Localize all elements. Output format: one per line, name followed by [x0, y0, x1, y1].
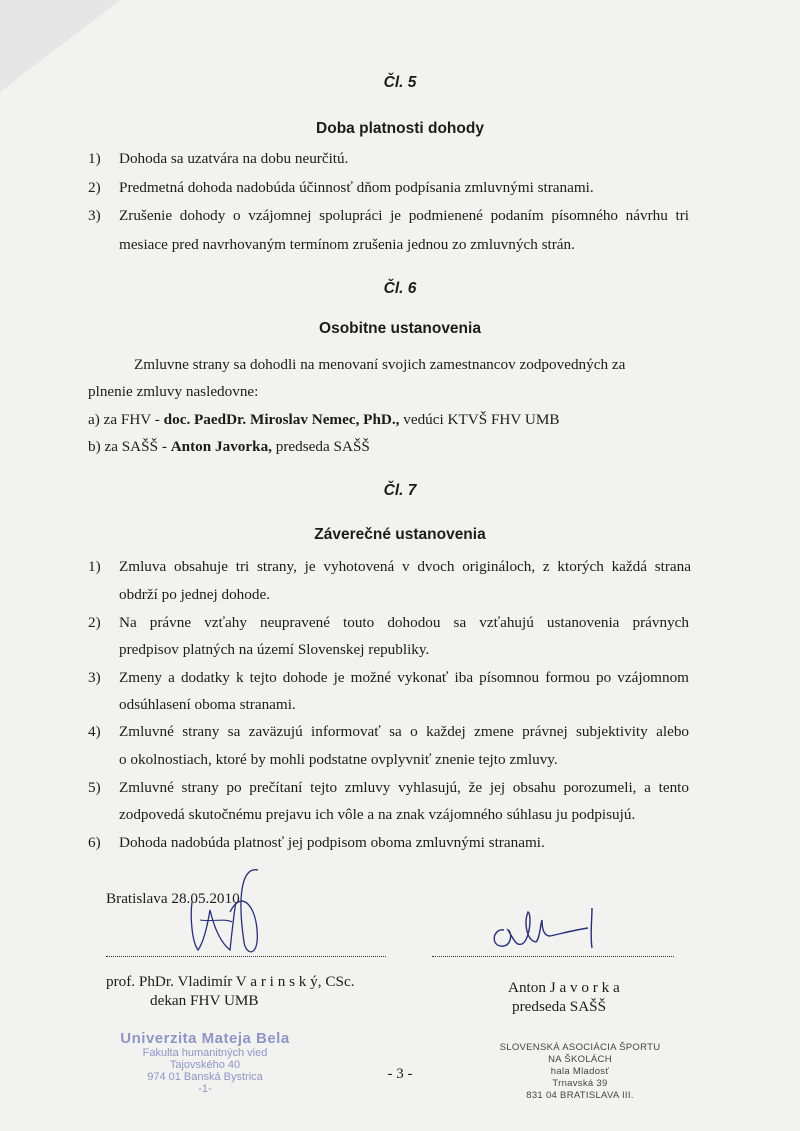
- list-item-text: Zmeny a dodatky k tejto dohode je možné vykonať iba písomnou formou po vzájomnom: [119, 669, 689, 686]
- paragraph-text: plnenie zmluvy nasledovne:: [88, 383, 259, 400]
- signature-right-icon: [484, 900, 614, 960]
- list-item-number: 1): [88, 558, 101, 575]
- stamp-line: Tajovského 40: [169, 1059, 241, 1071]
- stamp-line: 974 01 Banská Bystrica: [147, 1071, 263, 1083]
- list-item-number: 1): [88, 150, 101, 167]
- list-item-text: Zmluvné strany po prečítaní tejto zmluvy vyhlasujú, že jej obsahu porozumeli, a tento: [119, 779, 689, 796]
- responsible-person-fhv: [88, 410, 560, 430]
- list-item-text: o okolnostiach, ktoré by mohli podstatne ovplyvniť znenie tejto zmluvy.: [119, 751, 558, 768]
- person-name: Anton Javorka,: [170, 438, 272, 455]
- party-prefix: za SAŠŠ -: [104, 438, 171, 455]
- article-6-number: Čl. 6: [383, 280, 417, 297]
- stamp-line: -1-: [198, 1083, 212, 1095]
- list-item-text: mesiace pred navrhovaným termínom zrušenia jednou zo zmluvných strán.: [119, 236, 575, 253]
- signer-left-name: prof. PhDr. Vladimír V a r i n s k ý, CSc.: [106, 973, 355, 990]
- stamp-line: hala Mladosť: [550, 1066, 610, 1077]
- signature-left-icon: [170, 862, 280, 962]
- list-item-text: obdrží po jednej dohode.: [119, 586, 270, 603]
- person-role: predseda SAŠŠ: [271, 438, 370, 455]
- stamp-line: SLOVENSKÁ ASOCIÁCIA ŠPORTU: [499, 1042, 661, 1053]
- signature-line-left: [106, 956, 386, 957]
- list-item-text: odsúhlasení oboma stranami.: [119, 696, 296, 713]
- signer-left-role: dekan FHV UMB: [150, 992, 259, 1009]
- responsible-person-sass: [88, 437, 370, 457]
- person-role: vedúci KTVŠ FHV UMB: [399, 411, 560, 428]
- list-item-text: Dohoda sa uzatvára na dobu neurčitú.: [119, 150, 349, 167]
- stamp-line: Univerzita Mateja Bela: [120, 1030, 290, 1047]
- party-prefix: za FHV -: [103, 411, 164, 428]
- list-item-text: Zmluva obsahuje tri strany, je vyhotovená v dvoch origináloch, z ktorých každá strana: [119, 558, 691, 575]
- article-7-title: Záverečné ustanovenia: [314, 526, 486, 543]
- signer-right-role: predseda SAŠŠ: [512, 998, 607, 1015]
- stamp-line: 831 04 BRATISLAVA III.: [526, 1090, 634, 1101]
- association-stamp: [480, 1042, 680, 1102]
- list-item-text: Dohoda nadobúda platnosť jej podpisom oboma zmluvnými stranami.: [119, 834, 545, 851]
- signer-right-name: Anton J a v o r k a: [508, 979, 620, 996]
- list-item-text: Zmluvné strany sa zaväzujú informovať sa o každej zmene právnej subjektivity alebo: [119, 723, 689, 740]
- list-item-number: 2): [88, 614, 101, 631]
- article-6-title: Osobitne ustanovenia: [319, 320, 481, 337]
- place-and-date: Bratislava 28.05.2010: [106, 890, 240, 907]
- paragraph-text: Zmluvne strany sa dohodli na menovaní svojich zamestnancov zodpovedných za: [134, 356, 626, 373]
- list-item-number: 6): [88, 834, 101, 851]
- stamp-line: NA ŠKOLÁCH: [548, 1054, 612, 1065]
- list-item-number: 2): [88, 179, 101, 196]
- article-5-number: Čl. 5: [383, 74, 417, 91]
- stamp-line: Fakulta humanitných vied: [142, 1047, 268, 1059]
- page-number: - 3 -: [387, 1066, 413, 1082]
- article-5-title: Doba platnosti dohody: [316, 120, 484, 137]
- list-item-text: zodpovedá skutočnému prejavu ich vôle a na znak vzájomného súhlasu ju podpisujú.: [119, 806, 636, 823]
- signature-line-right: [432, 956, 674, 957]
- list-item-text: Zrušenie dohody o vzájomnej spolupráci je podmienené podaním písomného návrhu tri: [119, 207, 689, 224]
- list-item-number: 4): [88, 723, 101, 740]
- list-item-letter: b): [88, 438, 101, 455]
- list-item-number: 3): [88, 669, 101, 686]
- list-item-number: 3): [88, 207, 101, 224]
- list-item-text: Predmetná dohoda nadobúda účinnosť dňom podpísania zmluvnými stranami.: [119, 179, 594, 196]
- list-item-number: 5): [88, 779, 101, 796]
- university-stamp: [110, 1030, 300, 1095]
- list-item-letter: a): [88, 411, 100, 428]
- stamp-line: Trnavská 39: [552, 1078, 608, 1089]
- list-item-text: predpisov platných na území Slovenskej republiky.: [119, 641, 430, 658]
- article-7-number: Čl. 7: [383, 482, 417, 499]
- person-name: doc. PaedDr. Miroslav Nemec, PhD.,: [163, 411, 400, 428]
- list-item-text: Na právne vzťahy neupravené touto dohodou sa vzťahujú ustanovenia právnych: [119, 614, 689, 631]
